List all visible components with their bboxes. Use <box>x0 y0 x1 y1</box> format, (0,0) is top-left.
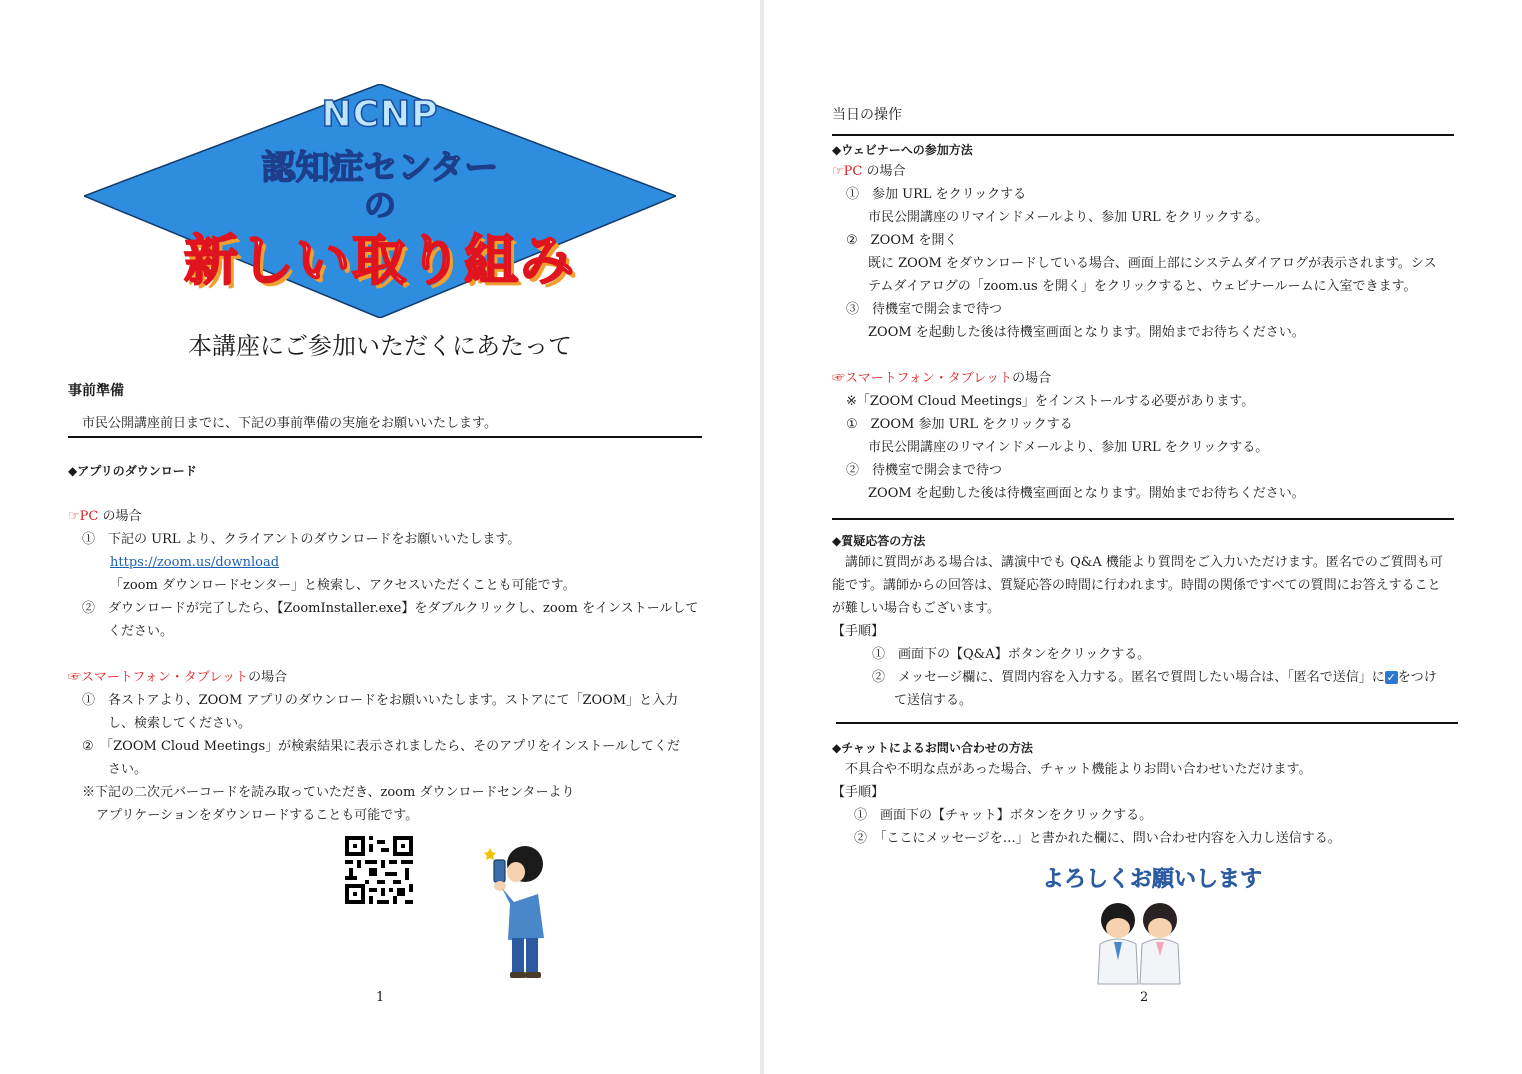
pc-step-2: ② ZOOM を開く <box>846 233 958 248</box>
pc-suffix: の場合 <box>862 164 906 179</box>
prep-text: 市民公開講座前日までに、下記の事前準備の実施をお願いいたします。 <box>82 416 497 431</box>
chat-step-2: ② 「ここにメッセージを…」と書かれた欄に、問い合わせ内容を入力し送信する。 <box>854 831 1341 846</box>
document-page-1 <box>0 0 760 1074</box>
download-link[interactable]: https://zoom.us/download <box>110 555 280 570</box>
hand-pointer-icon: ☞ <box>832 371 846 386</box>
pc-case-label <box>832 163 906 181</box>
qa-step-2-line2: て送信する。 <box>894 693 973 708</box>
pc-suffix: の場合 <box>98 509 142 524</box>
smartphone-suffix: の場合 <box>248 670 288 685</box>
sp-step-2-detail: ZOOM を起動した後は待機室画面となります。開始までお待ちください。 <box>868 486 1305 501</box>
pc-step-2-detail-2: テムダイアログの「zoom.us を開く」をクリックすると、ウェビナールームに入室できます。 <box>868 279 1417 294</box>
qr-note-line2: アプリケーションをダウンロードすることも可能です。 <box>96 808 419 823</box>
page-title: 本講座にご参加いただくにあたって <box>188 332 572 360</box>
chat-heading: ◆チャットによるお問い合わせの方法 <box>832 741 1033 755</box>
document-page-2 <box>764 0 1522 1074</box>
pc-step-3-detail: ZOOM を起動した後は待機室画面となります。開始までお待ちください。 <box>868 325 1305 340</box>
sp-step-2-line1: ② 「ZOOM Cloud Meetings」が検索結果に表示されましたら、そのアプリをインストールしてくだ <box>82 739 680 754</box>
person-with-phone-illustration <box>480 842 550 980</box>
bowing-doctors-illustration <box>1092 900 1188 986</box>
smartphone-case-label <box>68 669 287 687</box>
pc-word: PC <box>843 164 863 179</box>
pc-step-2-detail-1: 既に ZOOM をダウンロードしている場合、画面上部にシステムダイアログが表示されます。シス <box>868 256 1437 271</box>
hand-pointer-icon: ☞ <box>68 670 82 685</box>
qa-paragraph-1: 講師に質問がある場合は、講演中でも Q&A 機能より質問をご入力いただけます。匿名でのご質問も可 <box>832 555 1443 570</box>
hand-pointer-icon: ☞ <box>68 509 80 524</box>
sp-step-1-line1: ① 各ストアより、ZOOM アプリのダウンロードをお願いいたします。ストアにて「ZOOM」と入力 <box>82 693 679 708</box>
chat-paragraph: 不具合や不明な点があった場合、チャット機能よりお問い合わせいただけます。 <box>832 762 1312 777</box>
page-number: 1 <box>376 990 385 1005</box>
thanks-message: よろしくお願いします <box>1042 867 1263 892</box>
qa-step-2-tail: をつけ <box>1397 670 1437 685</box>
checkbox-checked-icon: ✓ <box>1386 671 1396 684</box>
qr-code-icon[interactable] <box>345 836 413 904</box>
divider <box>68 436 702 438</box>
webinar-heading: ◆ウェビナーへの参加方法 <box>832 143 973 157</box>
app-heading: ◆アプリのダウンロード <box>68 464 197 478</box>
qr-note-line1: ※下記の二次元バーコードを読み取っていただき、zoom ダウンロードセンターより <box>82 785 575 800</box>
qa-paragraph-3: が難しい場合もございます。 <box>832 601 1000 616</box>
pc-step-1: ① 下記の URL より、クライアントのダウンロードをお願いいたします。 <box>82 532 521 547</box>
smartphone-word: スマートフォン・タブレット <box>845 371 1013 386</box>
qa-paragraph-2: 能です。講師からの回答は、質疑応答の時間に行われます。時間の関係ですべての質問にお答えすること <box>832 578 1441 593</box>
title-banner <box>84 84 676 318</box>
prep-heading: 事前準備 <box>68 383 124 399</box>
sp-note: ※「ZOOM Cloud Meetings」をインストールする必要があります。 <box>846 394 1255 409</box>
page-number: 2 <box>1140 990 1149 1005</box>
divider <box>836 722 1458 724</box>
qa-step-2-text: ② メッセージ欄に、質問内容を入力する。匿名で質問したい場合は、「匿名で送信」に <box>872 670 1385 685</box>
chat-step-1: ① 画面下の【チャット】ボタンをクリックする。 <box>854 808 1153 823</box>
banner-line-center: 認知症センター <box>261 148 499 188</box>
pc-step-1-detail: 市民公開講座のリマインドメールより、参加 URL をクリックする。 <box>868 210 1269 225</box>
pc-step-2-line1: ② ダウンロードが完了したら、【ZoomInstaller.exe】をダブルクリックし、zoom をインストールして <box>82 601 699 616</box>
pc-word: PC <box>79 509 99 524</box>
sp-step-1-line2: し、検索してください。 <box>108 716 252 731</box>
sp-step-2: ② 待機室で開会まで待つ <box>846 463 1003 478</box>
divider <box>832 518 1454 520</box>
section-title: 当日の操作 <box>832 107 902 123</box>
qa-step-2-line1 <box>872 669 1437 687</box>
divider <box>832 134 1454 136</box>
pc-step-3: ③ 待機室で開会まで待つ <box>846 302 1003 317</box>
smartphone-word: スマートフォン・タブレット <box>81 670 249 685</box>
pc-step-1-note: 「zoom ダウンロードセンター」と検索し、アクセスいただくことも可能です。 <box>110 578 576 593</box>
pc-step-2-line2: ください。 <box>108 624 174 639</box>
chat-steps-label: 【手順】 <box>832 785 885 800</box>
qa-heading: ◆質疑応答の方法 <box>832 534 926 548</box>
qa-step-1: ① 画面下の【Q&A】ボタンをクリックする。 <box>872 647 1151 662</box>
sp-step-1-detail: 市民公開講座のリマインドメールより、参加 URL をクリックする。 <box>868 440 1269 455</box>
banner-line-initiative: 新しい取り組み <box>184 229 576 292</box>
smartphone-suffix: の場合 <box>1012 371 1052 386</box>
pc-step-1: ① 参加 URL をクリックする <box>846 187 1027 202</box>
qa-steps-label: 【手順】 <box>832 624 885 639</box>
banner-line-no: の <box>363 186 396 224</box>
pc-case-label <box>68 508 142 526</box>
sp-step-2-line2: さい。 <box>108 762 148 777</box>
banner-line-ncnp: NCNP <box>321 94 439 135</box>
hand-pointer-icon: ☞ <box>832 164 844 179</box>
smartphone-case-label <box>832 370 1051 388</box>
sp-step-1: ① ZOOM 参加 URL をクリックする <box>846 417 1073 432</box>
